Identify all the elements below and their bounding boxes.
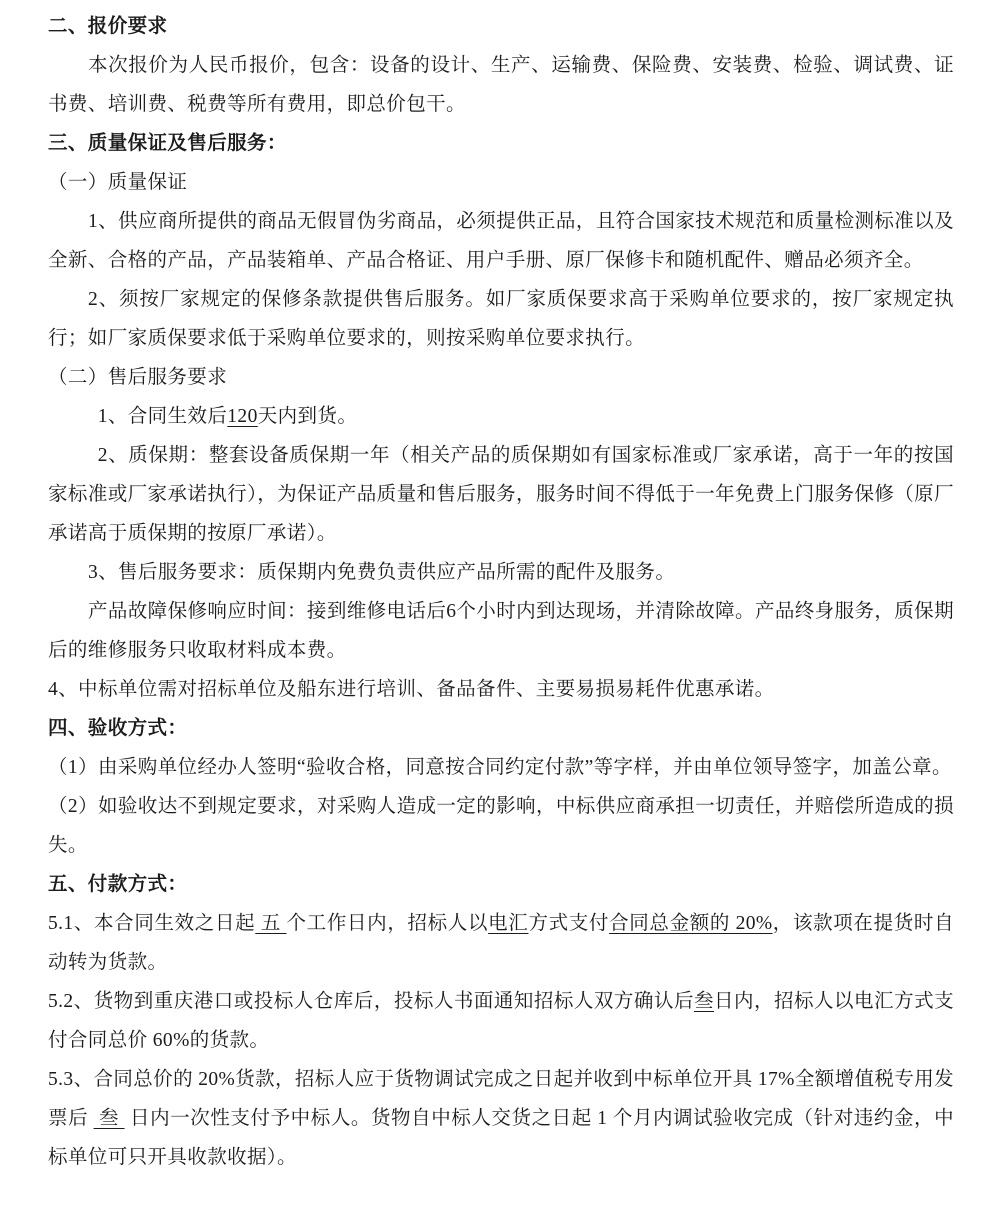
underlined-text-run: 叁 xyxy=(693,991,714,1012)
text-run: 日内，招标人以电汇方式支付合同总价 60%的货款。 xyxy=(48,991,954,1051)
section-heading-quotation-requirements xyxy=(48,7,954,46)
underlined-text-run: 120 xyxy=(227,406,258,427)
text-run: 日内一次性支付予中标人。货物自中标人交货之日起 1 个月内调试验收完成（针对违约金，中标单位可只开具收款收据）。 xyxy=(48,1108,954,1168)
underlined-text-run: 电汇 xyxy=(488,913,529,934)
text-run: 四、验收方式： xyxy=(48,718,188,739)
text-run: 5.3、合同总价的 20%货款，招标人应于货物调试完成之日起并收到中标单位开具 17%全额增值税专用发票后 xyxy=(48,1069,955,1129)
paragraph-acceptance-item-1 xyxy=(48,748,954,787)
section-heading-quality-and-service xyxy=(48,124,954,163)
text-run: 五、付款方式： xyxy=(48,874,188,895)
text-run: 产品故障保修响应时间：接到维修电话后6个小时内到达现场，并清除故障。产品终身服务，质保期后的维修服务只收取材料成本费。 xyxy=(48,601,954,661)
underlined-text-run: 五 xyxy=(255,913,287,934)
paragraph-payment-5-2 xyxy=(48,982,954,1060)
text-run: 个工作日内，招标人以 xyxy=(286,913,489,934)
text-run: 天内到货。 xyxy=(257,406,358,427)
underlined-text-run: 叁 xyxy=(93,1108,125,1129)
document-body xyxy=(48,7,954,1177)
paragraph-after-sales-item-3-parts xyxy=(48,553,954,592)
section-heading-acceptance-method xyxy=(48,709,954,748)
underlined-text-run: 合同总金额的 20% xyxy=(609,913,773,934)
paragraph-after-sales-item-2-warranty xyxy=(48,436,954,553)
paragraph-after-sales-item-1-delivery xyxy=(48,397,954,436)
text-run: ，该款项在提货时自动转为货款。 xyxy=(48,913,954,973)
text-run: 2、须按厂家规定的保修条款提供售后服务。如厂家质保要求高于采购单位要求的，按厂家规定执行；如厂家质保要求低于采购单位要求的，则按采购单位要求执行。 xyxy=(48,289,954,349)
text-run: 4、中标单位需对招标单位及船东进行培训、备品备件、主要易损易耗件优惠承诺。 xyxy=(48,679,775,700)
text-run: （二）售后服务要求 xyxy=(48,367,228,388)
text-run: 方式支付 xyxy=(528,913,610,934)
text-run: （一）质量保证 xyxy=(48,172,188,193)
paragraph-quotation-scope xyxy=(48,46,954,124)
paragraph-payment-5-3 xyxy=(48,1060,954,1177)
section-heading-payment-method xyxy=(48,865,954,904)
paragraph-acceptance-item-2 xyxy=(48,787,954,865)
text-run: （2）如验收达不到规定要求，对采购人造成一定的影响，中标供应商承担一切责任，并赔偿所造成的损失。 xyxy=(48,796,954,856)
text-run: 三、质量保证及售后服务： xyxy=(48,133,287,154)
subsection-heading-after-sales-requirements xyxy=(48,358,954,397)
text-run: 本次报价为人民币报价，包含：设备的设计、生产、运输费、保险费、安装费、检验、调试费、证书费、培训费、税费等所有费用，即总价包干。 xyxy=(48,55,954,115)
paragraph-quality-item-1 xyxy=(48,202,954,280)
text-run: 3、售后服务要求：质保期内免费负责供应产品所需的配件及服务。 xyxy=(87,562,676,583)
text-run: 1、合同生效后 xyxy=(97,406,228,427)
subsection-heading-quality-guarantee xyxy=(48,163,954,202)
text-run: 1、供应商所提供的商品无假冒伪劣商品，必须提供正品，且符合国家技术规范和质量检测标准以及全新、合格的产品，产品装箱单、产品合格证、用户手册、原厂保修卡和随机配件、赠品必须齐全。 xyxy=(48,211,954,271)
text-run: 二、报价要求 xyxy=(48,16,168,37)
paragraph-payment-5-1 xyxy=(48,904,954,982)
text-run: 5.1、本合同生效之日起 xyxy=(48,913,256,934)
text-run: 2、质保期：整套设备质保期一年（相关产品的质保期如有国家标准或厂家承诺，高于一年的按国家标准或厂家承诺执行），为保证产品质量和售后服务，服务时间不得低于一年免费上门服务保修（原厂承诺高于质保期的按原厂承诺）。 xyxy=(48,445,954,544)
paragraph-item-4-training-commitment xyxy=(48,670,954,709)
text-run: （1）由采购单位经办人签明“验收合格，同意按合同约定付款”等字样，并由单位领导签字，加盖公章。 xyxy=(48,757,952,778)
paragraph-fault-response-time xyxy=(48,592,954,670)
paragraph-quality-item-2 xyxy=(48,280,954,358)
text-run: 5.2、货物到重庆港口或投标人仓库后，投标人书面通知招标人双方确认后 xyxy=(48,991,694,1012)
